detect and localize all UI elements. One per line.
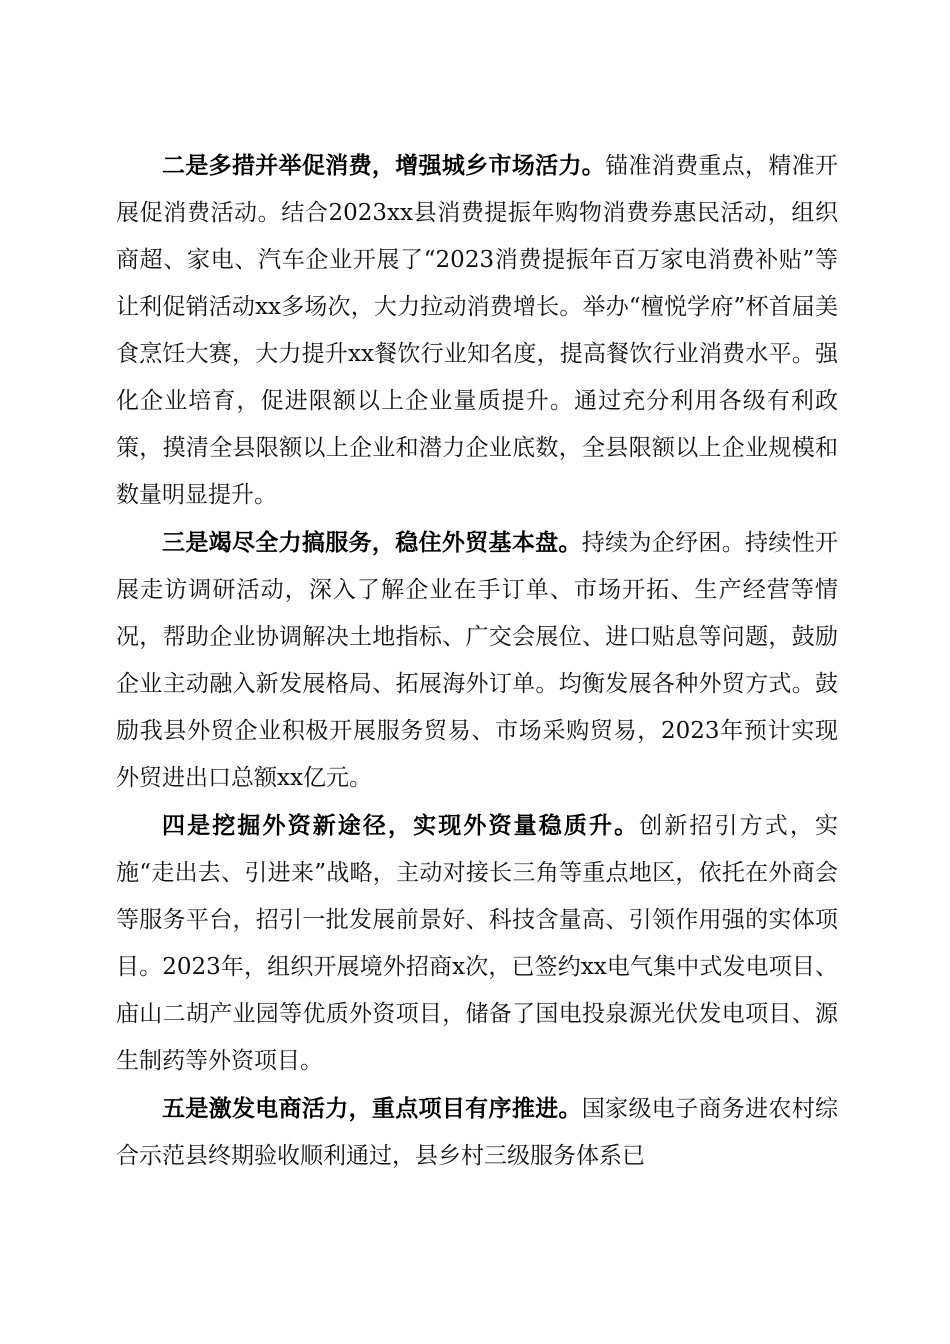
paragraph-text: 国家级电子商务进农村综合示范县终期验收顺利通过，县乡村三级服务体系已 xyxy=(116,1096,839,1169)
paragraph-consumption xyxy=(116,142,838,519)
paragraph-foreign-investment xyxy=(116,802,838,1085)
paragraph-heading: 五是激发电商活力，重点项目有序推进。 xyxy=(162,1095,582,1122)
paragraph-foreign-trade xyxy=(116,519,838,802)
paragraph-heading: 四是挖掘外资新途径，实现外资量稳质升。 xyxy=(162,812,640,839)
paragraph-heading: 二是多措并举促消费，增强城乡市场活力。 xyxy=(162,152,606,179)
paragraph-e-commerce xyxy=(116,1085,838,1180)
paragraph-text: 持续为企纾困。持续性开展走访调研活动，深入了解企业在手订单、市场开拓、生产经营等情况，帮助企业协调解决土地指标、广交会展位、进口贴息等问题，鼓励企业主动融入新发展格局、拓展海外订单。均衡发展各种外贸方式。鼓励我县外贸企业积极开展服务贸易、市场采购贸易，2023年预计实现外贸进出口总额xx亿元。 xyxy=(116,530,839,791)
document-body xyxy=(116,142,838,1180)
paragraph-text: 锚准消费重点，精准开展促消费活动。结合2023xx县消费提振年购物消费券惠民活动，组织商超、家电、汽车企业开展了“2023消费提振年百万家电消费补贴”等让利促销活动xx多场次，大力拉动消费增长。举办“檀悦学府”杯首届美食烹饪大赛，大力提升xx餐饮行业知名度，提高餐饮行业消费水平。强化企业培育，促进限额以上企业量质提升。通过充分利用各级有利政策，摸清全县限额以上企业和潜力企业底数，全县限额以上企业规模和数量明显提升。 xyxy=(116,153,839,508)
paragraph-text: 创新招引方式，实施“走出去、引进来”战略，主动对接长三角等重点地区，依托在外商会等服务平台，招引一批发展前景好、科技含量高、引领作用强的实体项目。2023年，组织开展境外招商x次，已签约xx电气集中式发电项目、庙山二胡产业园等优质外资项目，储备了国电投泉源光伏发电项目、源生制药等外资项目。 xyxy=(116,813,839,1074)
paragraph-heading: 三是竭尽全力搞服务，稳住外贸基本盘。 xyxy=(162,529,582,556)
